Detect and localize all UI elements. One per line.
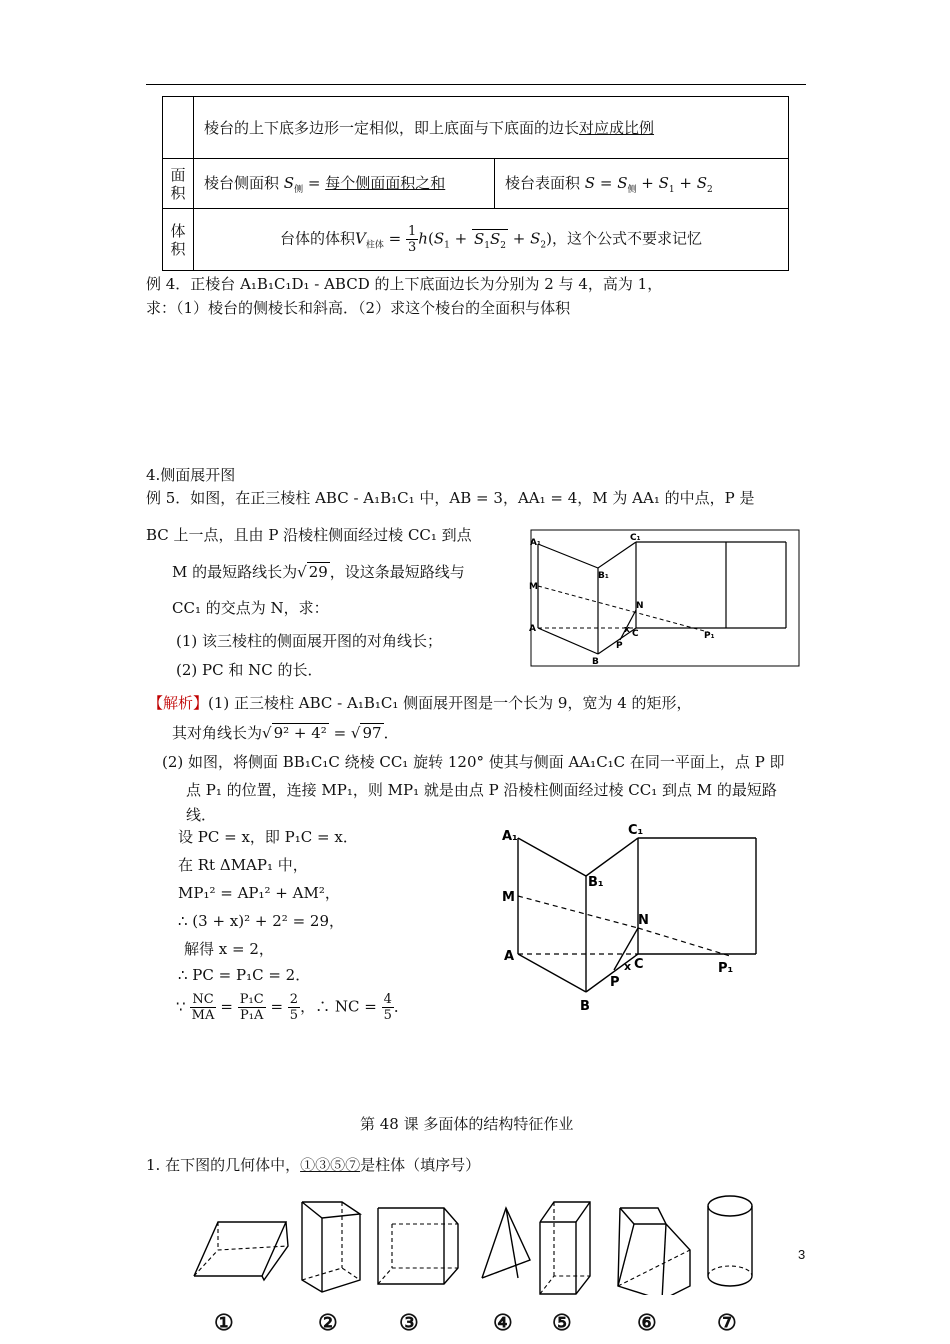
solution-line1b: 其对角线长为√ 9² + 4² = √ 97 ． <box>172 724 399 742</box>
shape-label-6: ⑥ <box>637 1310 657 1336</box>
label-P1-large: P₁ <box>718 961 734 976</box>
example5-q2: (2) PC 和 NC 的长． <box>176 661 323 679</box>
section4-heading: 4.侧面展开图 <box>146 466 236 484</box>
example4-line2: 求：（1）棱台的侧棱长和斜高．（2）求这个棱台的全面积与体积 <box>146 299 571 317</box>
solution-step1: 设 PC = x，即 P₁C = x． <box>178 828 358 846</box>
table-cell-empty <box>163 97 194 159</box>
frustum-properties-table <box>162 96 789 271</box>
solution-tag: 【解析】 <box>148 694 209 712</box>
solution-step4: ∴ (3 + x)² + 2² = 29， <box>178 912 344 930</box>
label-P-large: P <box>610 975 620 990</box>
solution-line1: 【解析】(1) 正三棱柱 ABC - A₁B₁C₁ 侧面展开图是一个长为 9，宽为 4 的矩形， <box>148 694 692 712</box>
area-label: 面积 <box>163 159 194 209</box>
shape-label-2: ② <box>318 1310 338 1336</box>
solution-step6: ∴ PC = P₁C = 2． <box>178 966 311 984</box>
label-C1: C₁ <box>630 533 641 543</box>
label-P1: P₁ <box>704 631 715 641</box>
shape-label-3: ③ <box>399 1310 419 1336</box>
label-M: M <box>529 582 538 592</box>
solution-line2c: 线． <box>186 806 217 824</box>
example5-q1: (1) 该三棱柱的侧面展开图的对角线长； <box>176 632 443 650</box>
example5-line2: BC 上一点，且由 P 沿棱柱侧面经过棱 CC₁ 到点 <box>146 526 472 544</box>
shape-label-7: ⑦ <box>717 1310 737 1336</box>
shape-label-5: ⑤ <box>552 1310 572 1336</box>
solution-step2: 在 Rt ΔMAP₁ 中， <box>178 856 308 874</box>
label-M-large: M <box>502 890 515 905</box>
label-B1-large: B₁ <box>588 875 604 890</box>
example4-line1: 例 4．正棱台 A₁B₁C₁D₁ - ABCD 的上下底面边长为分别为 2 与 4，高为 1， <box>146 275 663 293</box>
homework-q1-answer: ①③⑤⑦ <box>300 1156 361 1174</box>
solution-step3: MP₁² = AP₁² + AM²， <box>178 884 340 902</box>
solution-line2a: (2) 如图，将侧面 BB₁C₁C 绕棱 CC₁ 旋转 120° 使其与侧面 AA₁C₁C 在同一平面上，点 P 即 <box>162 753 785 771</box>
solution-step7: ∵ $\frac{NC}{MA}$ = $\frac{\text{P₁C}}{\text{P₁A}}$ = $\frac{2}{5}$ ，∴ NC = $\frac{4}{5}$ ． <box>176 992 409 1023</box>
label-A1: A₁ <box>530 538 541 548</box>
label-C: C <box>632 629 639 639</box>
label-C-large: C <box>634 957 644 972</box>
volume-formula-cell: 台体的体积$V_{柱体}$ = $\frac{1}{3}$ $h(S_1 + S_1S_2 + S_2)$，这个公式不要求记忆 <box>194 209 789 271</box>
example5-line1: 例 5．如图，在正三棱柱 ABC - A₁B₁C₁ 中，AB = 3，AA₁ = 4，M 为 AA₁ 的中点，P 是 <box>146 489 755 507</box>
label-N-large: N <box>638 913 649 928</box>
label-A-large: A <box>504 949 515 964</box>
label-P: P <box>616 641 623 651</box>
example5-line4: CC₁ 的交点为 N，求： <box>172 599 329 617</box>
label-B1: B₁ <box>598 571 609 581</box>
solution-step5: 解得 x = 2， <box>184 940 274 958</box>
shape-label-4: ④ <box>493 1310 513 1336</box>
lateral-area-cell: 棱台侧面积 $S_侧$ = 每个侧面面积之和 <box>194 159 495 209</box>
header-rule <box>146 84 806 85</box>
page-number: 3 <box>798 1247 806 1262</box>
surface-area-cell: 棱台表面积 $S = S_侧 + S_1 + S_2$ <box>495 159 789 209</box>
label-x-large: x <box>624 960 632 973</box>
solution-line2b: 点 P₁ 的位置，连接 MP₁，则 MP₁ 就是由点 P 沿棱柱侧面经过棱 CC₁ 到点 M 的最短路 <box>186 781 777 799</box>
shape-label-1: ① <box>214 1310 234 1336</box>
label-A: A <box>529 624 536 634</box>
label-N: N <box>636 601 644 611</box>
solids-figure <box>188 1190 768 1295</box>
table-row-similarity: 棱台的上下底多边形一定相似，即上底面与下底面的边长对应成比例 <box>194 97 789 159</box>
prism-unfold-figure-large <box>498 820 768 1020</box>
label-C1-large: C₁ <box>628 823 644 838</box>
volume-label: 体积 <box>163 209 194 271</box>
label-A1-large: A₁ <box>502 829 518 844</box>
prism-unfold-figure-small <box>528 528 800 683</box>
label-x: x <box>624 625 630 635</box>
homework-title: 第 48 课 多面体的结构特征作业 <box>360 1115 574 1133</box>
example5-line3: M 的最短路线长为√ 29 ，设这条最短路线与 <box>172 563 465 581</box>
homework-q1: 1. 在下图的几何体中，①③⑤⑦是柱体（填序号） <box>146 1156 481 1174</box>
label-B-large: B <box>580 999 590 1014</box>
label-B: B <box>592 657 599 667</box>
